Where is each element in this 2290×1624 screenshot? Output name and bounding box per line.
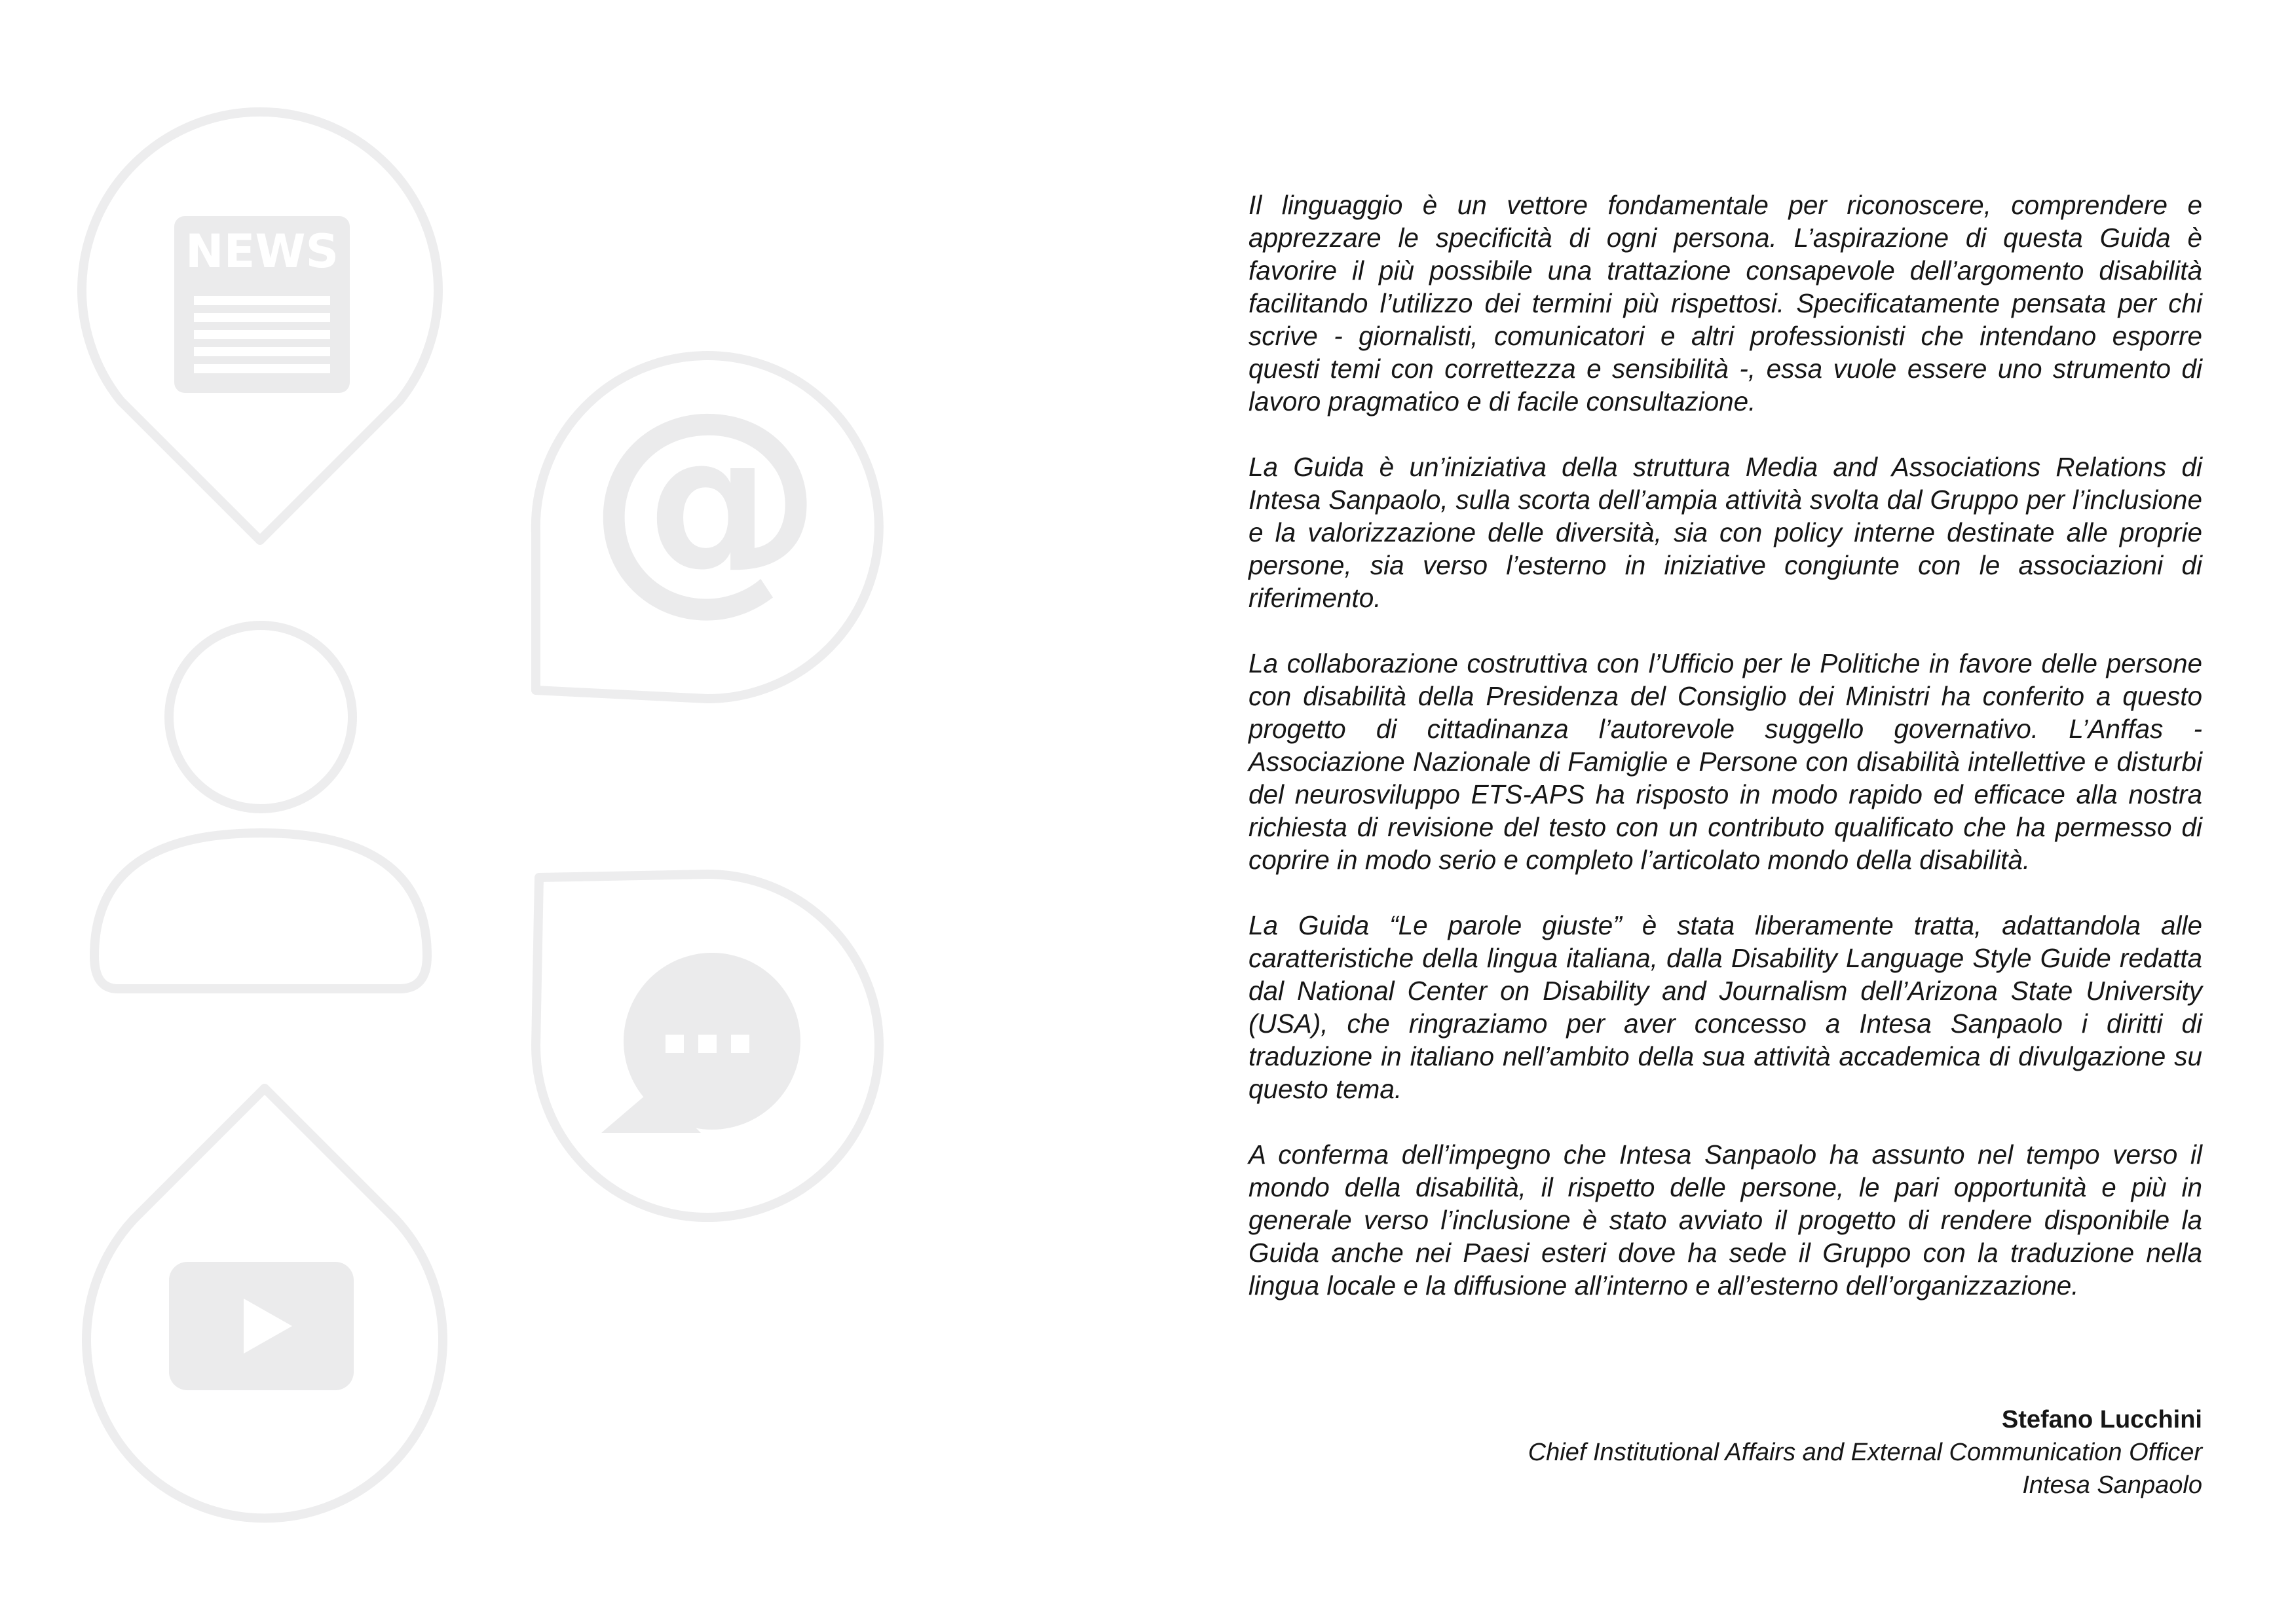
news-pin-icon [82,112,438,540]
news-badge-text: NEWS [185,225,339,278]
paragraph-2: La Guida è un’iniziativa della struttura Media and Associations Relations di Intesa Sanpaolo, sulla scorta dell’ampia attività svolta dal Gruppo per l’inclusione e la valorizzazione delle diversità, sia con policy interne destinate alle proprie persone, sia verso l’esterno in iniziative congiunte con le associazioni di riferimento. [1248,452,2202,613]
person-icon [94,625,427,989]
paragraph-1: Il linguaggio è un vettore fondamentale per riconoscere, comprendere e apprezzare le specificità di ogni persona. L’aspirazione di questa Guida è favorire il più possibile una trattazione consapevole dell’argomento disabilità facilitando l’utilizzo dei termini più rispettosi. Specificatamente pensata per chi scrive - giornalisti, comunicatori e altri professionisti che intendano esporre questi temi con correttezza e sensibilità -, essa vuole essere uno strumento di lavoro pragmatico e di facile consultazione. [1248,190,2202,416]
signature-name: Stefano Lucchini [2001,1406,2202,1433]
email-at-pin-icon [536,356,879,699]
signature-block [1248,1403,2202,1502]
paragraph-5: A conferma dell’impegno che Intesa Sanpaolo ha assunto nel tempo verso il mondo della disabilità, il rispetto delle persone, le pari opportunità e più in generale verso l’inclusione è stato avviato il progetto di rendere disponibile la Guida anche nei Paesi esteri dove ha sede il Gruppo con la traduzione nella lingua locale e la diffusione all’interno e all’esterno dell’organizzazione. [1248,1139,2202,1301]
chat-pin-icon [536,874,879,1217]
at-sign-icon: @ [588,361,823,635]
signature-company: Intesa Sanpaolo [2022,1471,2202,1499]
video-play-drop-icon [86,1088,443,1518]
decorative-icons [0,0,983,1624]
intro-text [1248,189,2202,1335]
paragraph-3: La collaborazione costruttiva con l’Ufficio per le Politiche in favore delle persone con disabilità della Presidenza del Consiglio dei Ministri ha conferito a questo progetto di cittadinanza l’autorevole suggello governativo. L’Anffas - Associazione Nazionale di Famiglie e Persone con disabilità intellettive e disturbi del neurosviluppo ETS-APS ha risposto in modo rapido ed efficace alla nostra richiesta di revisione del testo con un contributo qualificato che ha permesso di coprire in modo serio e completo l’articolato mondo della disabilità. [1248,648,2202,875]
signature-role: Chief Institutional Affairs and External Communication Officer [1528,1439,2202,1466]
paragraph-4: La Guida “Le parole giuste” è stata liberamente tratta, adattandola alle caratteristiche della lingua italiana, dalla Disability Language Style Guide redatta dal National Center on Disability and Journalism dell’Arizona State University (USA), che ringraziamo per aver concesso a Intesa Sanpaolo i diritti di traduzione in italiano nell’ambito della sua attività accademica di divulgazione su questo tema. [1248,910,2202,1104]
